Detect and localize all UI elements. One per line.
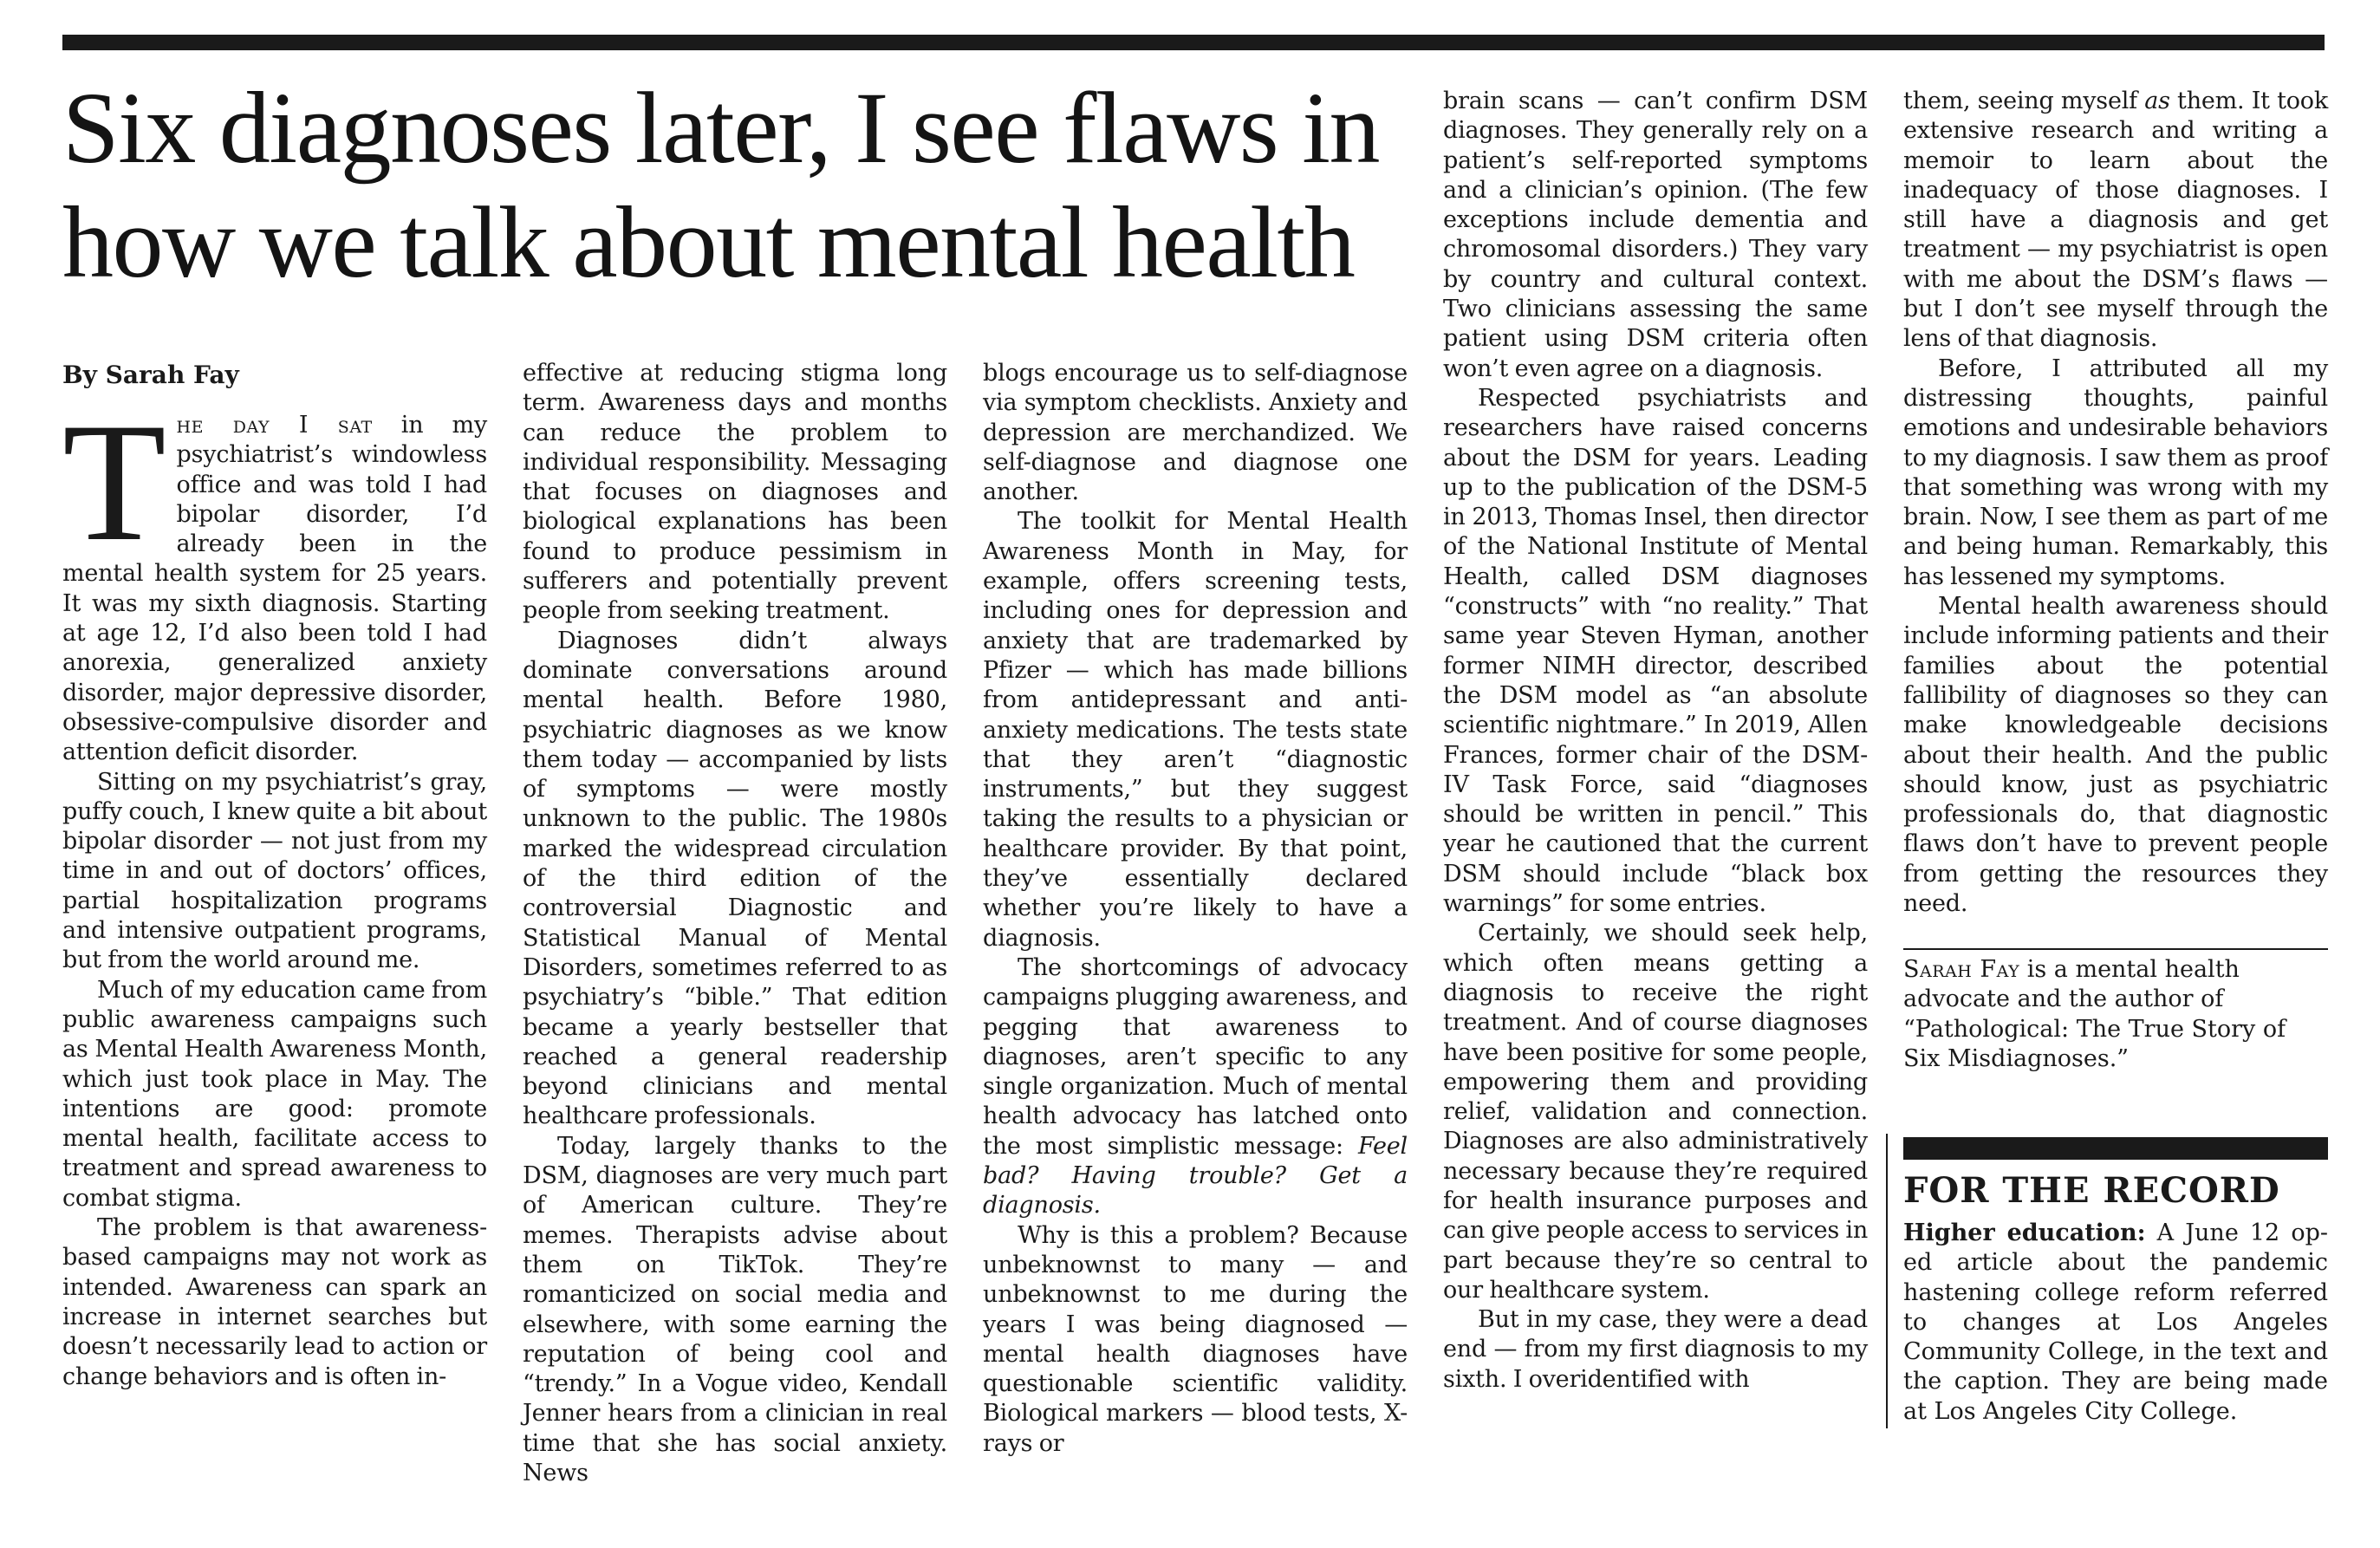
paragraph: [1903, 87, 2328, 354]
article-column-3: [983, 359, 1408, 1459]
article-column-1: [62, 388, 487, 1392]
author-name: Sarah Fay: [1903, 956, 2020, 983]
top-rule: [62, 35, 2325, 50]
paragraph-text: them. It took extensive research and writing a memoir to learn about the inadequacy of those diagnoses. I still have a diagnosis and get treatment — my psychiatrist is open with me about the DSM’s flaws — but I don’t see myself through the lens of that diagnosis.: [1903, 88, 2328, 353]
record-header-bar: [1903, 1137, 2328, 1160]
paragraph: blogs encourage us to self-diagnose via symptom checklists. Anxiety and depression are merchandized. We self-diagnose and diagnose one another.: [983, 360, 1408, 506]
record-correction: [1903, 1219, 2328, 1427]
record-text: A June 12 op-ed article about the pandemic hastening college reform referred to changes at Los Angeles Community College, in the text and the caption. They are being made at Los Angeles City College.: [1903, 1220, 2328, 1425]
paragraph: The toolkit for Mental Health Awareness Month in May, for example, offers screening tests, including ones for depression and anxiety that are trademarked by Pfizer — which has made billions from antidepressant and anti-anxiety medications. The tests state that they aren’t “diagnostic instruments,” but they suggest taking the results to a physician or healthcare provider. By that point, they’ve essentially declared whether you’re likely to have a diagnosis.: [983, 508, 1408, 952]
author-bio: [1903, 955, 2328, 1074]
record-side-rule: [1886, 1134, 1888, 1428]
paragraph: Diagnoses didn’t always dominate conversations around mental health. Before 1980, psychiatric diagnoses as we know them today — accompanied by lists of symptoms — were mostly unknown to the public. The 1980s marked the widespread circulation of the third edition of the controversial Diagnostic and Statistical Manual of Mental Disorders, sometimes referred to as psychiatry’s “bible.” That edition became a yearly bestseller that reached a general readership beyond clinicians and mental healthcare professionals.: [523, 627, 947, 1130]
article-column-4: [1443, 87, 1868, 1395]
paragraph: Mental health awareness should include informing patients and their families about the potential fallibility of diagnoses so they can make knowledgeable decisions about their health. And the public should know, just as psychiatric professionals do, that diagnostic flaws don’t have to prevent people from getting the resources they need.: [1903, 593, 2328, 918]
record-lead: Higher education:: [1903, 1220, 2146, 1246]
article-column-2: [523, 359, 947, 1488]
paragraph: Why is this a problem? Because unbeknownst to many — and unbeknownst to me during the years I was being diagnosed — mental health diagnoses have questionable scientific validity. Biological markers — blood tests, X-rays or: [983, 1221, 1408, 1457]
paragraph: But in my case, they were a dead end — from my first diagnosis to my sixth. I overidentified with: [1443, 1306, 1868, 1393]
paragraph-text: The shortcomings of advocacy campaigns plugging awareness, and pegging that awareness to diagnoses, aren’t specific to any single organization. Much of mental health advocacy has latched onto the most simplistic message:: [983, 953, 1408, 1160]
paragraph: The problem is that awareness-based campaigns may not work as intended. Awareness can spark an increase in internet searches but doesn’t necessarily lead to action or change behaviors and is often in-: [62, 1214, 487, 1390]
paragraph: [62, 388, 487, 768]
paragraph: brain scans — can’t confirm DSM diagnoses. They generally rely on a patient’s self-reported symptoms and a clinician’s opinion. (The few exceptions include dementia and chromosomal disorders.) They vary by country and cultural context. Two clinicians assessing the same patient using DSM criteria often won’t even agree on a diagnosis.: [1443, 88, 1868, 382]
italic-word: as: [2144, 88, 2170, 114]
bio-text: is a mental health advocate and the author of “Pathological: The True Story of Six Misdiagnoses.”: [1903, 956, 2286, 1072]
lead-in: he day I sat: [176, 412, 373, 439]
paragraph: Respected psychiatrists and researchers have raised concerns about the DSM for years. Leading up to the publication of the DSM-5 in 2013, Thomas Insel, then director of the National Institute of Mental Health, called DSM diagnoses “constructs” with “no reality.” That same year Steven Hyman, another former NIMH director, described the DSM model as “an absolute scientific nightmare.” In 2019, Allen Frances, former chair of the DSM-IV Task Force, said “diagnoses should be written in pencil.” This year he cautioned that the current DSM should include “black box warnings” for some entries.: [1443, 384, 1868, 918]
paragraph-text: them, seeing myself: [1903, 88, 2145, 114]
paragraph: Much of my education came from public awareness campaigns such as Mental Health Awareness Month, which just took place in May. The intentions are good: promote mental health, facilitate access to treatment and spread awareness to combat stigma.: [62, 976, 487, 1212]
headline: Six diagnoses later, I see flaws in how we talk about mental health: [62, 71, 1380, 299]
paragraph: Before, I attributed all my distressing thoughts, painful emotions and undesirable behaviors to my diagnosis. I saw them as proof that something was wrong with my brain. Now, I see them as part of me and being human. Remarkably, this has lessened my symptoms.: [1903, 354, 2328, 590]
paragraph: [983, 953, 1408, 1221]
bio-divider: [1903, 948, 2328, 950]
paragraph: effective at reducing stigma long term. Awareness days and months can reduce the problem to individual responsibility. Messaging that focuses on diagnoses and biological explanations has been found to produce pessimism in sufferers and potentially prevent people from seeking treatment.: [523, 360, 947, 625]
paragraph: Today, largely thanks to the DSM, diagnoses are very much part of American culture. They’re memes. Therapists advise about them on TikTok. They’re romanticized on social media and elsewhere, with some earning the reputation of being cool and “trendy.” In a Vogue video, Kendall Jenner hears from a clinician in real time that she has social anxiety. News: [523, 1132, 947, 1486]
byline: By Sarah Fay: [62, 361, 239, 389]
italic-quote: Feel bad? Having trouble? Get a diagnosis.: [983, 1132, 1408, 1220]
paragraph: Certainly, we should seek help, which often means getting a diagnosis to receive the right treatment. And of course diagnoses have been positive for some people, empowering them and providing relief, validation and connection. Diagnoses are also administratively necessary because they’re required for health insurance purposes and can give people access to services in part because they’re so central to our healthcare system.: [1443, 920, 1869, 1304]
paragraph: Sitting on my psychiatrist’s gray, puffy couch, I knew quite a bit about bipolar disorder — not just from my time in and out of doctors’ offices, partial hospitalization programs and intensive outpatient programs, but from the world around me.: [62, 768, 487, 974]
article-column-5: [1903, 87, 2328, 919]
drop-cap: T: [62, 388, 166, 576]
record-title: FOR THE RECORD: [1903, 1170, 2280, 1211]
paragraph-text: in my psychiatrist’s windowless office and was told I had bipolar disorder, I’d already been in the mental health system for 25 years. It was my sixth diagnosis. Starting at age 12, I’d also been told I had anorexia, generalized anxiety disorder, major depressive disorder, obsessive-compulsive disorder and attention deficit disorder.: [62, 412, 487, 766]
